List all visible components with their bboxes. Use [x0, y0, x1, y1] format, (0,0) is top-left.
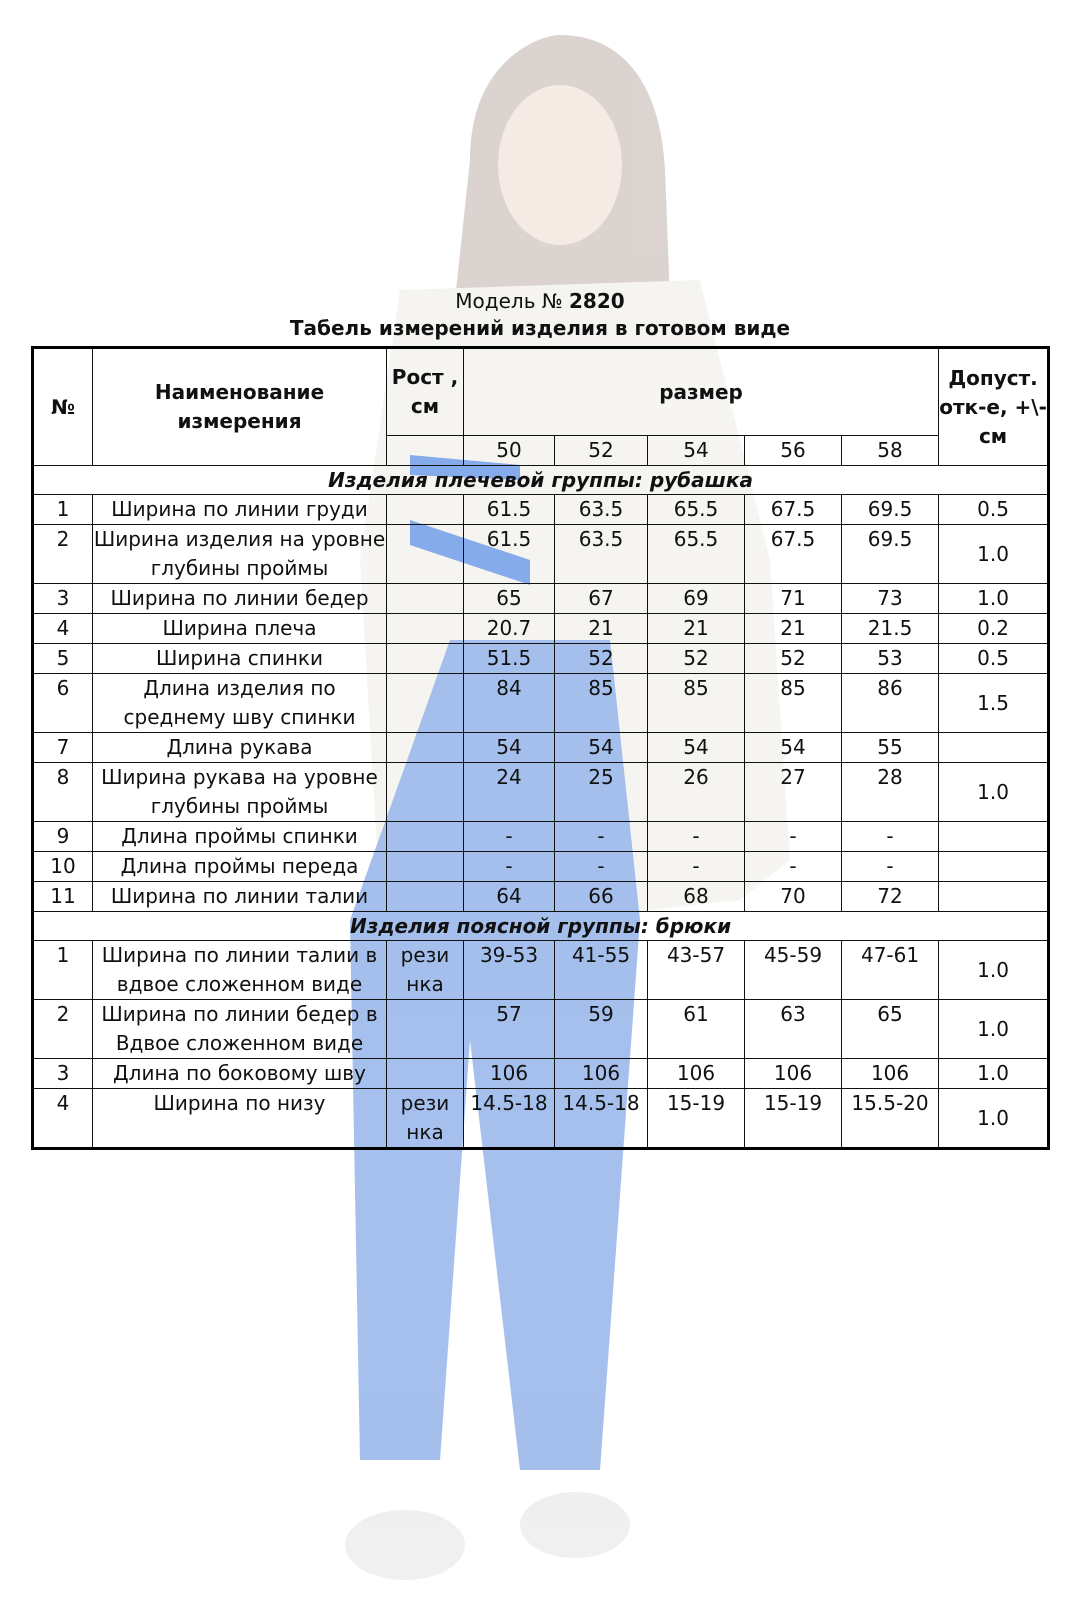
- size-value: 14.5-18: [555, 1089, 648, 1149]
- col-tolerance-header: Допуст. отк-е, +\-см: [939, 348, 1049, 466]
- height-value: [387, 525, 464, 584]
- size-value: 67: [555, 584, 648, 614]
- row-number: 1: [33, 941, 93, 1000]
- size-value: 70: [745, 882, 842, 912]
- tolerance-value: 1.5: [939, 674, 1049, 733]
- table-title: Табель измерений изделия в готовом виде: [289, 316, 791, 340]
- height-subcell: [387, 436, 464, 466]
- size-value: 65: [464, 584, 555, 614]
- size-value: 15.5-20: [842, 1089, 939, 1149]
- table-row: [33, 674, 1049, 733]
- size-value: 85: [648, 674, 745, 733]
- tolerance-value: 0.2: [939, 614, 1049, 644]
- row-number: 2: [33, 1000, 93, 1059]
- size-value: 20.7: [464, 614, 555, 644]
- size-value: 51.5: [464, 644, 555, 674]
- size-value: 66: [555, 882, 648, 912]
- tolerance-value: [939, 852, 1049, 882]
- size-value: 14.5-18: [464, 1089, 555, 1149]
- size-value: 64: [464, 882, 555, 912]
- size-value: -: [555, 822, 648, 852]
- table-row: [33, 733, 1049, 763]
- table-row: [33, 614, 1049, 644]
- height-value: [387, 733, 464, 763]
- measurement-name: Ширина плеча: [93, 614, 387, 644]
- size-value: 106: [464, 1059, 555, 1089]
- size-value: 55: [842, 733, 939, 763]
- height-value: [387, 1059, 464, 1089]
- row-number: 8: [33, 763, 93, 822]
- row-number: 4: [33, 1089, 93, 1149]
- table-row: [33, 1059, 1049, 1089]
- measurement-table: [31, 346, 1050, 1150]
- size-52: 52: [555, 436, 648, 466]
- size-value: 63.5: [555, 495, 648, 525]
- tolerance-value: 1.0: [939, 941, 1049, 1000]
- col-size-header: размер: [464, 348, 939, 436]
- height-value: [387, 614, 464, 644]
- size-value: 24: [464, 763, 555, 822]
- size-value: 65.5: [648, 525, 745, 584]
- height-value: рези нка: [387, 1089, 464, 1149]
- size-value: 71: [745, 584, 842, 614]
- tolerance-value: 0.5: [939, 495, 1049, 525]
- size-value: 86: [842, 674, 939, 733]
- size-value: 54: [555, 733, 648, 763]
- height-value: [387, 495, 464, 525]
- size-value: 106: [555, 1059, 648, 1089]
- col-name-header: Наименование измерения: [93, 348, 387, 466]
- table-row: [33, 495, 1049, 525]
- measurement-name: Ширина по низу: [93, 1089, 387, 1149]
- size-value: 65.5: [648, 495, 745, 525]
- size-50: 50: [464, 436, 555, 466]
- tolerance-value: 1.0: [939, 763, 1049, 822]
- table-row: [33, 852, 1049, 882]
- measurement-name: Ширина спинки: [93, 644, 387, 674]
- size-value: 59: [555, 1000, 648, 1059]
- size-value: -: [745, 822, 842, 852]
- size-value: -: [464, 852, 555, 882]
- size-value: 69: [648, 584, 745, 614]
- size-value: 63: [745, 1000, 842, 1059]
- height-value: [387, 852, 464, 882]
- table-row: [33, 763, 1049, 822]
- measurement-name: Ширина по линии бедер: [93, 584, 387, 614]
- size-value: 73: [842, 584, 939, 614]
- size-value: 63.5: [555, 525, 648, 584]
- measurement-name: Ширина изделия на уровне глубины проймы: [93, 525, 387, 584]
- size-value: 69.5: [842, 525, 939, 584]
- section-row: [33, 912, 1049, 941]
- size-value: 84: [464, 674, 555, 733]
- height-value: [387, 674, 464, 733]
- size-value: -: [648, 822, 745, 852]
- tolerance-value: [939, 822, 1049, 852]
- size-value: 85: [745, 674, 842, 733]
- size-value: 61: [648, 1000, 745, 1059]
- model-number: 2820: [569, 289, 625, 313]
- section-title: Изделия плечевой группы: рубашка: [33, 466, 1049, 495]
- size-value: 25: [555, 763, 648, 822]
- row-number: 10: [33, 852, 93, 882]
- size-value: 21: [648, 614, 745, 644]
- table-row: [33, 1089, 1049, 1149]
- size-value: -: [464, 822, 555, 852]
- size-54: 54: [648, 436, 745, 466]
- tolerance-value: 1.0: [939, 1000, 1049, 1059]
- row-number: 11: [33, 882, 93, 912]
- measurement-name: Ширина по линии бедер в Вдвое сложенном виде: [93, 1000, 387, 1059]
- size-value: 67.5: [745, 525, 842, 584]
- size-value: 57: [464, 1000, 555, 1059]
- height-value: рези нка: [387, 941, 464, 1000]
- size-value: 106: [648, 1059, 745, 1089]
- table-row: [33, 941, 1049, 1000]
- row-number: 2: [33, 525, 93, 584]
- table-row: [33, 584, 1049, 614]
- tolerance-value: 1.0: [939, 1059, 1049, 1089]
- size-value: 69.5: [842, 495, 939, 525]
- page-header: [0, 287, 1080, 341]
- measurement-name: Длина рукава: [93, 733, 387, 763]
- tolerance-value: [939, 882, 1049, 912]
- row-number: 1: [33, 495, 93, 525]
- size-value: 21: [745, 614, 842, 644]
- tolerance-value: [939, 733, 1049, 763]
- row-number: 3: [33, 584, 93, 614]
- measurement-name: Ширина по линии груди: [93, 495, 387, 525]
- size-value: 41-55: [555, 941, 648, 1000]
- size-value: -: [745, 852, 842, 882]
- height-value: [387, 1000, 464, 1059]
- size-58: 58: [842, 436, 939, 466]
- measurement-name: Длина изделия по среднему шву спинки: [93, 674, 387, 733]
- size-value: 39-53: [464, 941, 555, 1000]
- table-row: [33, 525, 1049, 584]
- height-value: [387, 763, 464, 822]
- col-no-header: №: [33, 348, 93, 466]
- tolerance-value: 0.5: [939, 644, 1049, 674]
- model-line: [0, 287, 1080, 315]
- table-row: [33, 644, 1049, 674]
- size-value: 54: [745, 733, 842, 763]
- measurement-name: Длина проймы переда: [93, 852, 387, 882]
- size-value: 27: [745, 763, 842, 822]
- size-value: 54: [464, 733, 555, 763]
- size-value: 52: [745, 644, 842, 674]
- measurement-name: Ширина по линии талии в вдвое сложенном виде: [93, 941, 387, 1000]
- table-row: [33, 1000, 1049, 1059]
- size-value: 43-57: [648, 941, 745, 1000]
- size-value: 106: [842, 1059, 939, 1089]
- table-row: [33, 822, 1049, 852]
- size-value: 47-61: [842, 941, 939, 1000]
- tolerance-value: 1.0: [939, 584, 1049, 614]
- size-value: -: [648, 852, 745, 882]
- row-number: 3: [33, 1059, 93, 1089]
- section-row: [33, 466, 1049, 495]
- row-number: 5: [33, 644, 93, 674]
- size-value: 68: [648, 882, 745, 912]
- measurement-name: Длина проймы спинки: [93, 822, 387, 852]
- size-value: 26: [648, 763, 745, 822]
- size-value: 53: [842, 644, 939, 674]
- size-value: 52: [648, 644, 745, 674]
- height-value: [387, 882, 464, 912]
- size-value: -: [842, 852, 939, 882]
- tolerance-value: 1.0: [939, 1089, 1049, 1149]
- row-number: 4: [33, 614, 93, 644]
- size-value: 28: [842, 763, 939, 822]
- model-prefix: Модель №: [455, 289, 563, 313]
- size-value: 61.5: [464, 525, 555, 584]
- height-value: [387, 584, 464, 614]
- row-number: 6: [33, 674, 93, 733]
- size-value: 15-19: [648, 1089, 745, 1149]
- size-value: 106: [745, 1059, 842, 1089]
- size-value: 45-59: [745, 941, 842, 1000]
- height-value: [387, 822, 464, 852]
- size-value: 15-19: [745, 1089, 842, 1149]
- size-value: 85: [555, 674, 648, 733]
- size-value: 54: [648, 733, 745, 763]
- row-number: 7: [33, 733, 93, 763]
- size-value: 21: [555, 614, 648, 644]
- size-value: 65: [842, 1000, 939, 1059]
- height-value: [387, 644, 464, 674]
- table-row: [33, 882, 1049, 912]
- size-value: 21.5: [842, 614, 939, 644]
- measurement-name: Длина по боковому шву: [93, 1059, 387, 1089]
- size-value: 72: [842, 882, 939, 912]
- tolerance-value: 1.0: [939, 525, 1049, 584]
- size-56: 56: [745, 436, 842, 466]
- size-value: 67.5: [745, 495, 842, 525]
- measurement-name: Ширина по линии талии: [93, 882, 387, 912]
- section-title: Изделия поясной группы: брюки: [33, 912, 1049, 941]
- size-value: -: [842, 822, 939, 852]
- size-value: -: [555, 852, 648, 882]
- measurement-name: Ширина рукава на уровне глубины проймы: [93, 763, 387, 822]
- size-value: 61.5: [464, 495, 555, 525]
- row-number: 9: [33, 822, 93, 852]
- size-value: 52: [555, 644, 648, 674]
- col-height-header: Рост , см: [387, 348, 464, 436]
